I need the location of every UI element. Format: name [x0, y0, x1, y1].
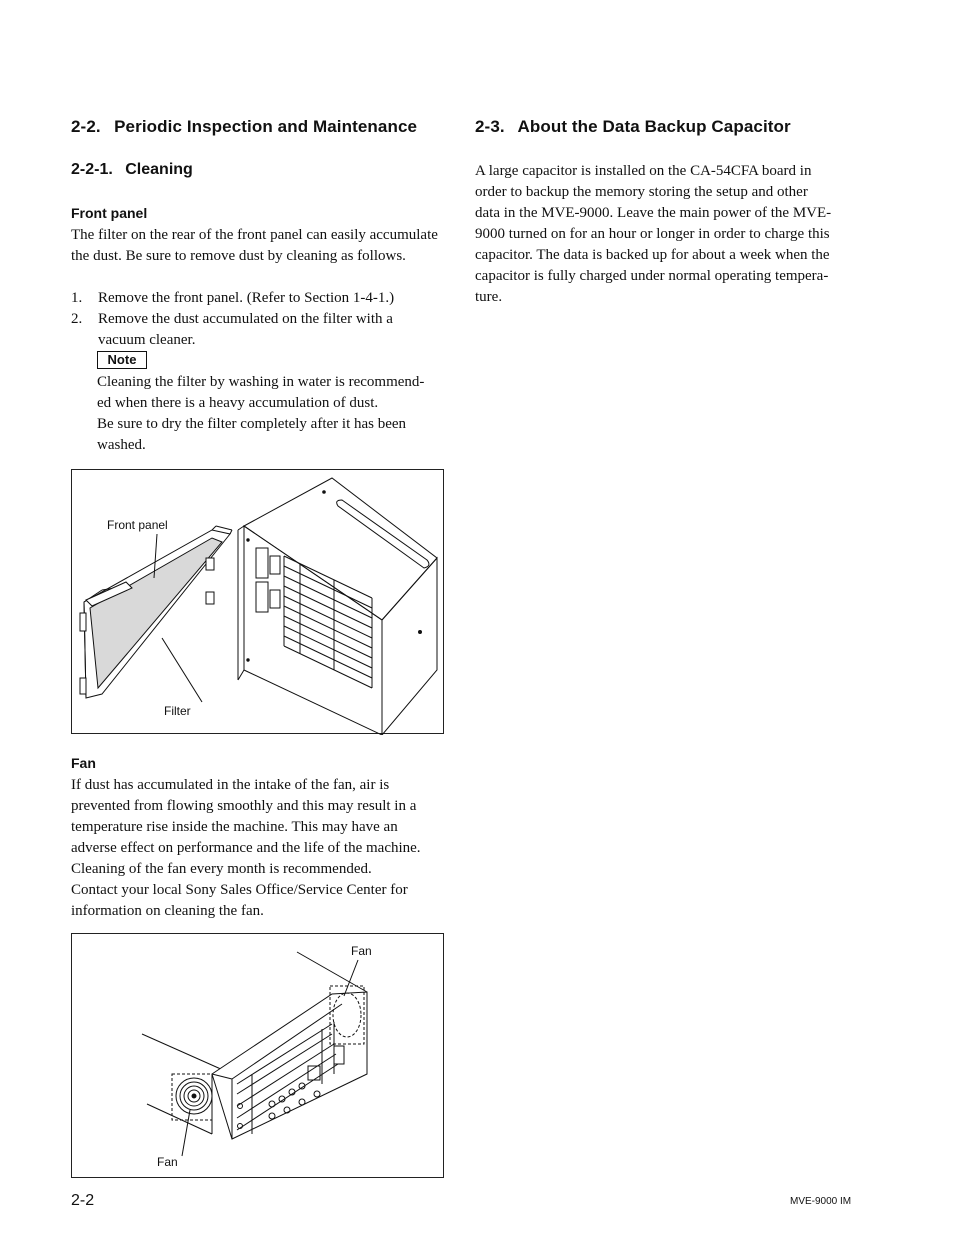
fan-illustration	[72, 934, 445, 1179]
step-1	[71, 288, 451, 309]
note-label: Note	[97, 351, 147, 369]
text-line: vacuum cleaner.	[98, 332, 196, 348]
step-text	[98, 309, 438, 351]
text-line: temperature rise inside the machine. This may have an	[71, 819, 398, 835]
step-number: 2.	[71, 311, 83, 327]
note-text	[97, 372, 457, 456]
text-line: the dust. Be sure to remove dust by cleaning as follows.	[71, 248, 406, 264]
subsection-title-cleaning: 2-2-1. Cleaning	[71, 161, 193, 178]
text-line: If dust has accumulated in the intake of the fan, air is	[71, 777, 390, 793]
step-number: 1.	[71, 290, 83, 306]
step-2	[71, 309, 451, 351]
text-line: washed.	[97, 437, 146, 453]
text-line: ture.	[475, 289, 503, 305]
text-line: order to backup the memory storing the setup and other	[475, 184, 808, 200]
text-line: capacitor. The data is backed up for about a week when the	[475, 247, 830, 263]
text-line: The filter on the rear of the front panel can easily accumulate	[71, 227, 438, 243]
callout-fan-bottom: Fan	[157, 1155, 178, 1169]
callout-fan-top: Fan	[351, 944, 372, 958]
section-title-data-backup: 2-3. About the Data Backup Capacitor	[475, 117, 791, 136]
text-line: Cleaning of the fan every month is recommended.	[71, 861, 372, 877]
step-text: Remove the front panel. (Refer to Section 1-4-1.)	[98, 290, 395, 306]
figure-front-panel-filter	[71, 469, 444, 734]
text-line: 9000 turned on for an hour or longer in order to charge this	[475, 226, 830, 242]
document-id: MVE-9000 IM	[790, 1196, 852, 1207]
heading-front-panel: Front panel	[71, 205, 148, 221]
text-line: Remove the dust accumulated on the filter with a	[98, 311, 393, 327]
text-line: adverse effect on performance and the life of the machine.	[71, 840, 421, 856]
callout-front-panel: Front panel	[107, 518, 168, 532]
text-line: Cleaning the filter by washing in water is recommend-	[97, 374, 425, 390]
text-line: data in the MVE-9000. Leave the main power of the MVE-	[475, 205, 832, 221]
text-line: ed when there is a heavy accumulation of dust.	[97, 395, 379, 411]
front-panel-illustration	[72, 470, 445, 735]
text-line: capacitor is fully charged under normal operating tempera-	[475, 268, 829, 284]
text-line: A large capacitor is installed on the CA-54CFA board in	[475, 163, 812, 179]
text-line: Contact your local Sony Sales Office/Service Center for	[71, 882, 408, 898]
data-backup-text	[475, 161, 875, 308]
text-line: information on cleaning the fan.	[71, 903, 264, 919]
heading-fan: Fan	[71, 755, 96, 771]
text-line: Be sure to dry the filter completely after it has been	[97, 416, 407, 432]
fan-text	[71, 775, 451, 922]
section-title-periodic-inspection: 2-2. Periodic Inspection and Maintenance	[71, 117, 418, 136]
page-number: 2-2	[71, 1192, 95, 1209]
callout-filter: Filter	[164, 704, 191, 718]
figure-fan	[71, 933, 444, 1178]
text-line: prevented from flowing smoothly and this may result in a	[71, 798, 417, 814]
front-panel-intro	[71, 225, 451, 267]
